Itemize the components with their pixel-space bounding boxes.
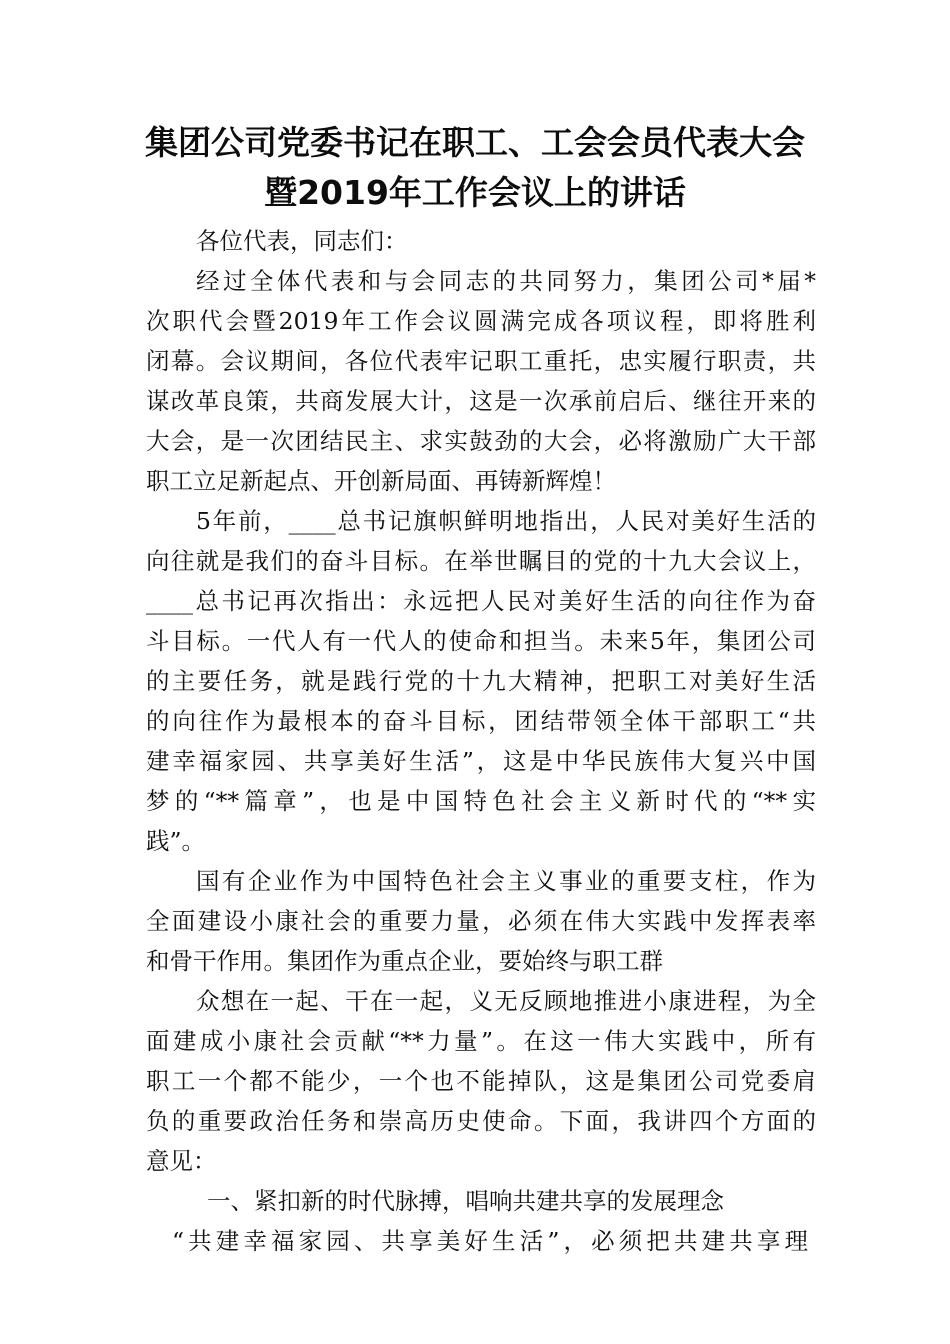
paragraph-line: “共建幸福家园、共享美好生活”，必须把共建共享理 [172,1227,808,1255]
paragraph-line: 职工立足新起点、开创新局面、再铸新辉煌！ [146,467,616,495]
salutation: 各位代表，同志们： [196,227,408,255]
paragraph-line: 国有企业作为中国特色社会主义事业的重要支柱，作为 [196,867,816,895]
paragraph-line: 梦的“**篇章”，也是中国特色社会主义新时代的“**实 [146,787,816,815]
paragraph-line: 5年前，____总书记旗帜鲜明地指出，人民对美好生活的 [196,507,816,535]
paragraph-line: 向往就是我们的奋斗目标。在举世瞩目的党的十九大会议上， [146,547,816,575]
paragraph-line: 众想在一起、干在一起，义无反顾地推进小康进程，为全 [196,987,816,1015]
paragraph-line: 的主要任务，就是践行党的十九大精神，把职工对美好生活 [146,667,816,695]
paragraph-line: 经过全体代表和与会同志的共同努力，集团公司*届* [196,267,816,295]
paragraph-line: 次职代会暨2019年工作会议圆满完成各项议程，即将胜利 [146,307,816,335]
paragraph-line: 斗目标。一代人有一代人的使命和担当。未来5年，集团公司 [146,627,816,655]
paragraph-line: 职工一个都不能少，一个也不能掉队，这是集团公司党委肩 [146,1067,816,1095]
paragraph-line: 负的重要政治任务和崇高历史使命。下面，我讲四个方面的 [146,1107,816,1135]
document-title-line-1: 集团公司党委书记在职工、工会会员代表大会 [145,123,805,162]
paragraph-line: 大会，是一次团结民主、求实鼓劲的大会，必将激励广大干部 [146,427,816,455]
paragraph-line: 全面建设小康社会的重要力量，必须在伟大实践中发挥表率 [146,907,816,935]
paragraph-line: 践”。 [146,827,206,855]
paragraph-line: 谋改革良策，共商发展大计，这是一次承前启后、继往开来的 [146,387,816,415]
paragraph-line: 闭幕。会议期间，各位代表牢记职工重托，忠实履行职责，共 [146,347,816,375]
document-title-line-2: 暨2019年工作会议上的讲话 [264,173,686,212]
paragraph-line: 的向往作为最根本的奋斗目标，团结带领全体干部职工“共 [146,707,816,735]
paragraph-line: ____总书记再次指出：永远把人民对美好生活的向往作为奋 [146,587,816,615]
section-heading: 一、紧扣新的时代脉搏，唱响共建共享的发展理念 [207,1187,724,1215]
paragraph-line: 建幸福家园、共享美好生活”，这是中华民族伟大复兴中国 [146,747,816,775]
paragraph-line: 和骨干作用。集团作为重点企业，要始终与职工群 [146,947,663,975]
paragraph-line: 面建成小康社会贡献“**力量”。在这一伟大实践中，所有 [146,1027,816,1055]
paragraph-line: 意见： [146,1147,217,1175]
